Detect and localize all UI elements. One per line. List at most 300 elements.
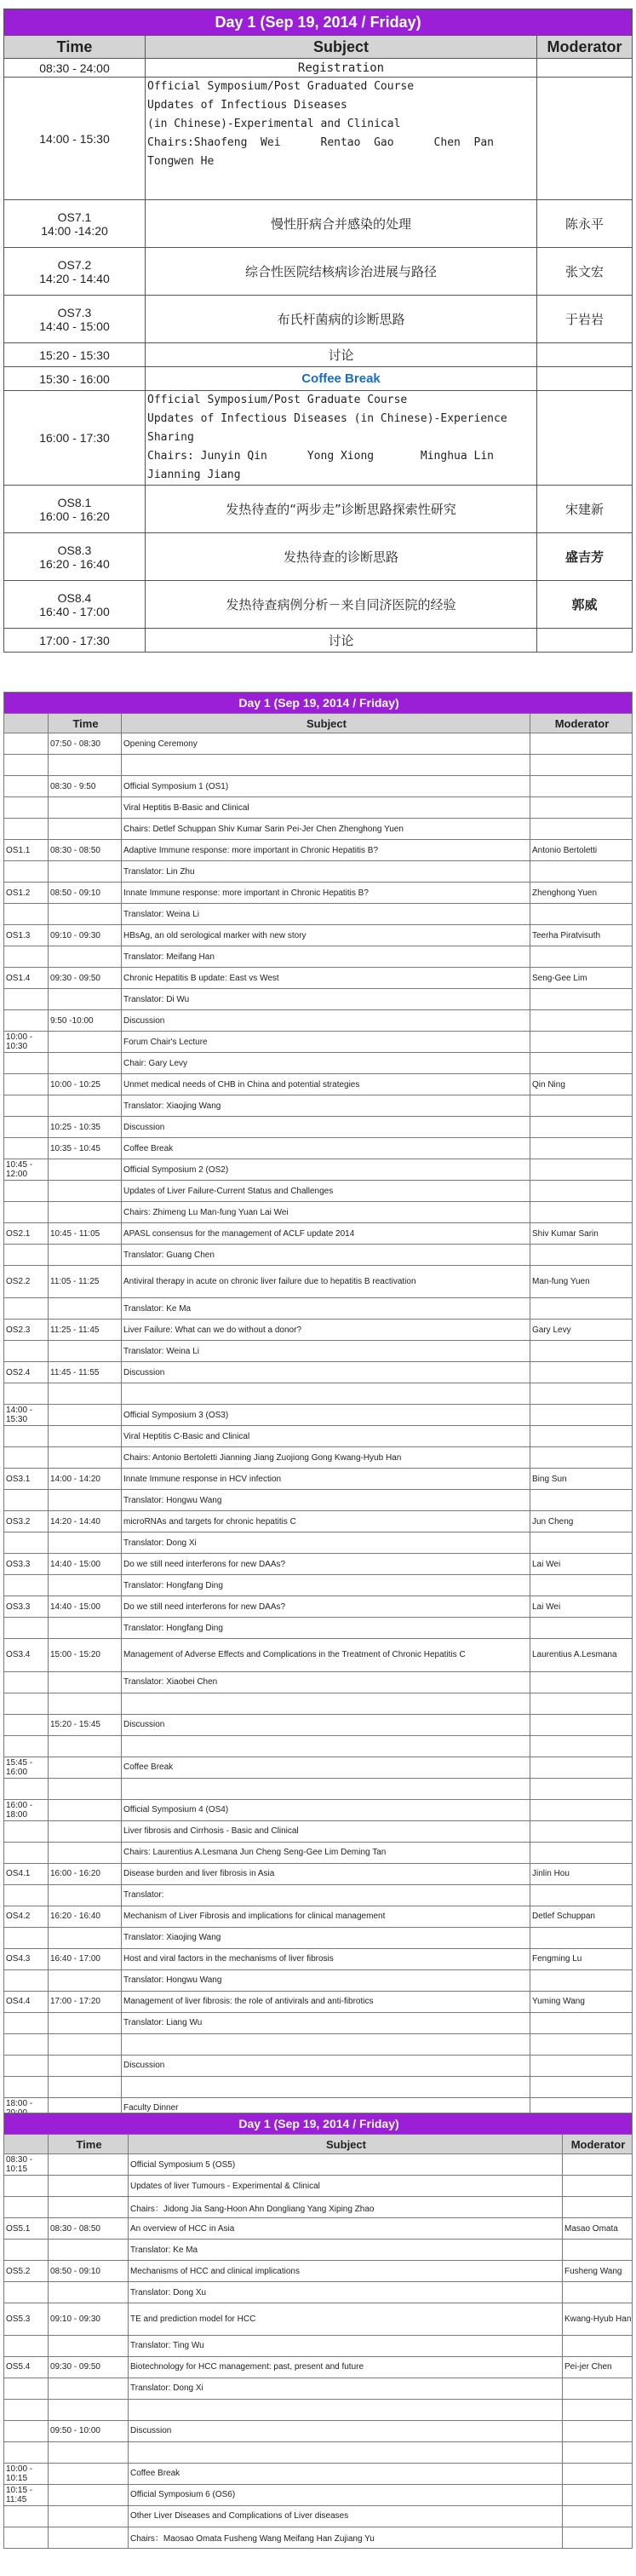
session-subject: Official Symposium 5 (OS5) <box>129 2154 563 2176</box>
session-subject: Coffee Break <box>129 2463 563 2484</box>
table-row <box>4 2055 633 2076</box>
session-code <box>4 2055 49 2076</box>
section-title: Day 1 (Sep 19, 2014 / Friday) <box>4 693 633 714</box>
table-row <box>4 904 633 925</box>
table-row <box>4 1969 633 1991</box>
session-moderator: Man-fung Yuen <box>530 1266 633 1298</box>
session-time <box>49 946 122 968</box>
table-row <box>4 1298 633 1320</box>
session-subject: Translator: <box>122 1884 530 1906</box>
column-header-moderator: Moderator <box>530 714 633 733</box>
table-row <box>4 1490 633 1511</box>
session-time <box>49 2055 122 2076</box>
session-subject: 布氏杆菌病的诊断思路 <box>146 296 537 343</box>
session-subject: Translator: Ke Ma <box>129 2240 563 2261</box>
table-row <box>4 1245 633 1266</box>
session-moderator <box>530 1757 633 1778</box>
session-moderator <box>563 2505 633 2527</box>
table-row <box>4 2378 633 2399</box>
session-moderator <box>530 2033 633 2055</box>
session-moderator <box>530 1927 633 1948</box>
session-moderator <box>530 1405 633 1426</box>
session-subject: Official Symposium 1 (OS1) <box>122 776 530 797</box>
session-time <box>49 2484 129 2505</box>
session-code <box>4 1884 49 1906</box>
session-moderator: 宋建新 <box>537 486 633 533</box>
session-code: OS2.3 <box>4 1320 49 1341</box>
session-time: 09:30 - 09:50 <box>49 2356 129 2378</box>
session-code: OS4.1 <box>4 1863 49 1884</box>
session-code <box>4 1671 49 1693</box>
table-row <box>4 1714 633 1735</box>
session-subject: Antiviral therapy in acute on chronic liver failure due to hepatitis B reactivation <box>122 1266 530 1298</box>
table-row <box>4 1469 633 1490</box>
session-time: 10:35 - 10:45 <box>49 1138 122 1159</box>
session-time <box>49 1671 122 1693</box>
session-code <box>4 1202 49 1223</box>
session-moderator <box>537 59 633 78</box>
table-row <box>4 533 633 581</box>
session-moderator: Fusheng Wang <box>563 2261 633 2282</box>
session-moderator: Jinlin Hou <box>530 1863 633 1884</box>
session-time <box>49 2378 129 2399</box>
column-header-time: Time <box>49 2135 129 2154</box>
session-time: 17:00 - 17:20 <box>49 1991 122 2012</box>
session-moderator <box>530 1341 633 1362</box>
session-time: 14:40 - 15:00 <box>49 1596 122 1618</box>
session-subject: Chairs：Maosao Omata Fusheng Wang Meifang Han Zujiang Yu <box>129 2527 563 2548</box>
session-code <box>4 989 49 1010</box>
session-moderator <box>563 2441 633 2463</box>
session-time: 10:00 - 10:25 <box>49 1074 122 1095</box>
session-time: 09:10 - 09:30 <box>49 925 122 946</box>
session-code <box>4 1383 49 1405</box>
session-subject: Liver Failure: What can we do without a donor? <box>122 1320 530 1341</box>
table-row <box>4 2463 633 2484</box>
table-row <box>4 200 633 248</box>
table-row <box>4 1032 633 1053</box>
table-row <box>4 2335 633 2356</box>
session-subject: Updates of Liver Failure-Current Status and Challenges <box>122 1181 530 1202</box>
session-code <box>4 733 49 755</box>
session-code <box>4 1181 49 1202</box>
session-code: OS1.1 <box>4 840 49 861</box>
session-subject: Do we still need interferons for new DAAs? <box>122 1596 530 1618</box>
session-code <box>4 1927 49 1948</box>
table-row <box>4 1095 633 1117</box>
session-subject: Translator: Dong Xi <box>129 2378 563 2399</box>
session-code <box>4 1735 49 1757</box>
table-row <box>4 1074 633 1095</box>
session-moderator <box>530 861 633 883</box>
session-code <box>4 2176 49 2197</box>
table-row <box>4 1159 633 1181</box>
column-header-moderator: Moderator <box>537 36 633 59</box>
table-row <box>4 367 633 391</box>
session-time <box>49 2012 122 2033</box>
session-subject: Official Symposium 6 (OS6) <box>129 2484 563 2505</box>
schedule-table-liver-tumour-sessions <box>3 2113 633 2549</box>
table-row <box>4 1053 633 1074</box>
session-code <box>4 2240 49 2261</box>
session-moderator: Zhenghong Yuen <box>530 883 633 904</box>
session-moderator <box>537 367 633 391</box>
session-subject <box>122 1383 530 1405</box>
session-subject: Disease burden and liver fibrosis in Asia <box>122 1863 530 1884</box>
session-subject: Faculty Dinner <box>122 2097 530 2119</box>
session-code: 18:00 - <box>4 2097 49 2119</box>
session-time: 15:20 - 15:45 <box>49 1714 122 1735</box>
table-row <box>4 1117 633 1138</box>
session-code: OS2.1 <box>4 1223 49 1245</box>
session-subject: Adaptive Immune response: more important in Chronic Hepatitis B? <box>122 840 530 861</box>
table-row <box>4 1532 633 1554</box>
session-time <box>49 2176 129 2197</box>
session-moderator: Laurentius A.Lesmana <box>530 1639 633 1671</box>
table-row <box>4 1671 633 1693</box>
table-row <box>4 925 633 946</box>
session-code <box>4 2335 49 2356</box>
session-time <box>49 1842 122 1863</box>
session-moderator: Fengming Lu <box>530 1948 633 1969</box>
session-code <box>4 904 49 925</box>
table-row <box>4 248 633 296</box>
session-moderator <box>530 1117 633 1138</box>
session-code <box>4 776 49 797</box>
column-header-session <box>4 714 49 733</box>
session-moderator: 陈永平 <box>537 200 633 248</box>
session-time <box>49 989 122 1010</box>
session-time: 15:30 - 16:00 <box>4 367 146 391</box>
session-moderator <box>563 2399 633 2420</box>
session-time: 14:40 - 15:00 <box>49 1554 122 1575</box>
table-row <box>4 2484 633 2505</box>
session-moderator: 盛吉芳 <box>537 533 633 581</box>
session-time: OS8.1 16:00 - 16:20 <box>4 486 146 533</box>
session-moderator <box>530 1447 633 1469</box>
table-row <box>4 1906 633 1927</box>
table-row <box>4 1820 633 1842</box>
session-moderator <box>530 1735 633 1757</box>
session-time <box>49 1426 122 1447</box>
session-code: OS5.2 <box>4 2261 49 2282</box>
session-subject: Coffee Break <box>122 1757 530 1778</box>
session-time: OS8.3 16:20 - 16:40 <box>4 533 146 581</box>
session-moderator <box>563 2420 633 2441</box>
table-row <box>4 861 633 883</box>
table-row <box>4 2261 633 2282</box>
session-subject: Translator: Guang Chen <box>122 1245 530 1266</box>
session-code <box>4 1245 49 1266</box>
session-moderator: Detlef Schuppan <box>530 1906 633 1927</box>
session-code: 14:00 - 15:30 <box>4 1405 49 1426</box>
session-code <box>4 1095 49 1117</box>
session-moderator <box>530 1884 633 1906</box>
session-subject: Management of Adverse Effects and Complications in the Treatment of Chronic Hepatitis C <box>122 1639 530 1671</box>
table-row <box>4 2197 633 2218</box>
session-code <box>4 1842 49 1863</box>
session-time <box>49 819 122 840</box>
session-moderator <box>537 78 633 200</box>
session-moderator: Gary Levy <box>530 1320 633 1341</box>
session-subject: 发热待查的诊断思路 <box>146 533 537 581</box>
session-moderator <box>563 2282 633 2303</box>
session-time <box>49 2197 129 2218</box>
session-time <box>49 861 122 883</box>
session-subject: 讨论 <box>146 343 537 367</box>
session-moderator <box>530 1138 633 1159</box>
session-time: 16:00 - 17:30 <box>4 391 146 486</box>
table-row <box>4 629 633 653</box>
session-code: OS1.3 <box>4 925 49 946</box>
session-subject: Translator: Xiaojing Wang <box>122 1927 530 1948</box>
session-code: 08:30 - 10:15 <box>4 2154 49 2176</box>
section-title: Day 1 (Sep 19, 2014 / Friday) <box>4 9 633 36</box>
session-subject: Translator: Meifang Han <box>122 946 530 968</box>
session-code <box>4 2527 49 2548</box>
session-time: 09:10 - 09:30 <box>49 2303 129 2336</box>
table-row <box>4 1010 633 1032</box>
session-time <box>49 1245 122 1266</box>
session-time: 07:50 - 08:30 <box>49 733 122 755</box>
session-subject: Discussion <box>122 1010 530 1032</box>
table-row <box>4 1320 633 1341</box>
table-row <box>4 1948 633 1969</box>
table-row <box>4 819 633 840</box>
table-row <box>4 946 633 968</box>
session-moderator <box>530 1799 633 1820</box>
session-time <box>49 2527 129 2548</box>
table-row <box>4 2527 633 2548</box>
session-subject: Official Symposium 2 (OS2) <box>122 1159 530 1181</box>
session-moderator: Antonio Bertoletti <box>530 840 633 861</box>
session-time <box>49 1969 122 1991</box>
session-time <box>49 1298 122 1320</box>
session-moderator <box>537 391 633 486</box>
session-moderator <box>563 2176 633 2197</box>
session-subject: Management of liver fibrosis: the role of antivirals and anti-fibrotics <box>122 1991 530 2012</box>
session-time <box>49 1447 122 1469</box>
table-row <box>4 59 633 78</box>
session-time <box>49 1757 122 1778</box>
session-code <box>4 1969 49 1991</box>
table-row <box>4 2033 633 2055</box>
session-time: 08:30 - 24:00 <box>4 59 146 78</box>
session-subject: Chairs: Zhimeng Lu Man-fung Yuan Lai Wei <box>122 1202 530 1223</box>
session-subject: Chairs：Jidong Jia Sang-Hoon Ahn Dongliang Yang Xiping Zhao <box>129 2197 563 2218</box>
session-subject: Translator: Weina Li <box>122 1341 530 1362</box>
session-time: 11:05 - 11:25 <box>49 1266 122 1298</box>
table-row <box>4 2441 633 2463</box>
session-subject: 发热待查病例分析－来自同济医院的经验 <box>146 581 537 629</box>
session-moderator <box>530 1095 633 1117</box>
session-time: 16:40 - 17:00 <box>49 1948 122 1969</box>
table-row <box>4 2240 633 2261</box>
session-time: 14:20 - 14:40 <box>49 1511 122 1532</box>
session-subject: Translator: Di Wu <box>122 989 530 1010</box>
table-row <box>4 1405 633 1426</box>
column-header-moderator: Moderator <box>563 2135 633 2154</box>
session-subject: Chairs: Laurentius A.Lesmana Jun Cheng Seng-Gee Lim Deming Tan <box>122 1842 530 1863</box>
session-code <box>4 2420 49 2441</box>
session-time <box>49 2441 129 2463</box>
session-moderator <box>530 733 633 755</box>
session-subject: Coffee Break <box>122 1138 530 1159</box>
session-code: 10:00 - 10:30 <box>4 1032 49 1053</box>
session-code <box>4 755 49 776</box>
session-time <box>49 1532 122 1554</box>
session-subject: Mechanism of Liver Fibrosis and implications for clinical management <box>122 1906 530 1927</box>
session-code: 10:15 - 11:45 <box>4 2484 49 2505</box>
table-row <box>4 2505 633 2527</box>
session-time: 08:50 - 09:10 <box>49 2261 129 2282</box>
session-code: OS3.3 <box>4 1554 49 1575</box>
session-subject: Registration <box>146 59 537 78</box>
table-row <box>4 1266 633 1298</box>
session-moderator <box>563 2378 633 2399</box>
session-moderator: Qin Ning <box>530 1074 633 1095</box>
session-code <box>4 1341 49 1362</box>
session-code <box>4 819 49 840</box>
session-time <box>49 2399 129 2420</box>
table-row <box>4 1362 633 1383</box>
session-subject: Mechanisms of HCC and clinical implications <box>129 2261 563 2282</box>
session-code <box>4 1778 49 1799</box>
session-time <box>49 1159 122 1181</box>
table-row <box>4 968 633 989</box>
column-header-subject: Subject <box>146 36 537 59</box>
session-code <box>4 1532 49 1554</box>
table-row <box>4 2303 633 2336</box>
session-subject <box>122 1693 530 1714</box>
session-moderator <box>530 1245 633 1266</box>
session-time: 17:00 - 17:30 <box>4 629 146 653</box>
session-time <box>49 755 122 776</box>
session-moderator: 张文宏 <box>537 248 633 296</box>
column-header-time: Time <box>49 714 122 733</box>
session-subject: Viral Heptitis C-Basic and Clinical <box>122 1426 530 1447</box>
session-moderator: Bing Sun <box>530 1469 633 1490</box>
session-code <box>4 1447 49 1469</box>
session-time: 9:50 -10:00 <box>49 1010 122 1032</box>
session-code: OS3.4 <box>4 1639 49 1671</box>
session-code <box>4 2441 49 2463</box>
session-moderator: Kwang-Hyub Han <box>563 2303 633 2336</box>
session-code: OS3.2 <box>4 1511 49 1532</box>
session-moderator <box>563 2484 633 2505</box>
session-moderator <box>537 343 633 367</box>
session-subject <box>122 1735 530 1757</box>
session-subject: Updates of liver Tumours - Experimental & Clinical <box>129 2176 563 2197</box>
session-subject: Official Symposium/Post Graduated Course Updates of Infectious Diseases (in Chinese)-Experimental and Clinical Chairs:Shaofeng Wei Rentao Gao Chen Pan Tongwen He <box>146 78 537 200</box>
session-subject: Discussion <box>122 2055 530 2076</box>
session-code: 10:45 - 12:00 <box>4 1159 49 1181</box>
session-time <box>49 1341 122 1362</box>
session-moderator <box>537 629 633 653</box>
session-subject: APASL consensus for the management of ACLF update 2014 <box>122 1223 530 1245</box>
session-moderator: Masao Omata <box>563 2218 633 2240</box>
session-subject: Translator: Xiaojing Wang <box>122 1095 530 1117</box>
session-time: 16:20 - 16:40 <box>49 1906 122 1927</box>
table-row <box>4 1778 633 1799</box>
session-moderator <box>530 1298 633 1320</box>
session-time: OS8.4 16:40 - 17:00 <box>4 581 146 629</box>
table-row <box>4 1138 633 1159</box>
session-code <box>4 1693 49 1714</box>
session-time: 10:25 - 10:35 <box>49 1117 122 1138</box>
session-moderator <box>530 1714 633 1735</box>
session-moderator <box>530 1181 633 1202</box>
session-code: 10:00 - 10:15 <box>4 2463 49 2484</box>
column-header-session <box>4 2135 49 2154</box>
session-moderator <box>530 1490 633 1511</box>
session-subject <box>129 2399 563 2420</box>
session-moderator <box>530 1820 633 1842</box>
session-subject: Official Symposium 4 (OS4) <box>122 1799 530 1820</box>
table-row <box>4 1799 633 1820</box>
session-code <box>4 1298 49 1320</box>
table-row <box>4 1554 633 1575</box>
session-time: 16:00 - 16:20 <box>49 1863 122 1884</box>
session-moderator <box>530 1693 633 1714</box>
session-subject <box>122 2076 530 2097</box>
session-moderator <box>530 776 633 797</box>
table-row <box>4 776 633 797</box>
session-moderator: Lai Wei <box>530 1554 633 1575</box>
session-subject: Discussion <box>129 2420 563 2441</box>
session-moderator: 于岩岩 <box>537 296 633 343</box>
session-time: 15:20 - 15:30 <box>4 343 146 367</box>
session-code <box>4 1618 49 1639</box>
session-moderator <box>530 1202 633 1223</box>
table-row <box>4 2154 633 2176</box>
session-code: OS4.2 <box>4 1906 49 1927</box>
section-title: Day 1 (Sep 19, 2014 / Friday) <box>4 2113 633 2135</box>
session-subject: Discussion <box>122 1117 530 1138</box>
table-row <box>4 1575 633 1596</box>
session-subject: Translator: Hongwu Wang <box>122 1969 530 1991</box>
session-code <box>4 1714 49 1735</box>
session-moderator: Lai Wei <box>530 1596 633 1618</box>
session-moderator: Yuming Wang <box>530 1991 633 2012</box>
session-time <box>49 1618 122 1639</box>
session-time <box>49 2335 129 2356</box>
session-time: 08:30 - 08:50 <box>49 2218 129 2240</box>
table-row <box>4 1341 633 1362</box>
session-time <box>49 1032 122 1053</box>
session-subject: Biotechnology for HCC management: past, present and future <box>129 2356 563 2378</box>
table-row <box>4 883 633 904</box>
table-row <box>4 755 633 776</box>
session-subject: Forum Chair's Lecture <box>122 1032 530 1053</box>
column-header-subject: Subject <box>129 2135 563 2154</box>
session-subject: Innate Immune response: more important in Chronic Hepatitis B? <box>122 883 530 904</box>
session-code: OS3.1 <box>4 1469 49 1490</box>
session-subject: Chairs: Detlef Schuppan Shiv Kumar Sarin Pei-Jer Chen Zhenghong Yuen <box>122 819 530 840</box>
session-moderator: Teerha Piratvisuth <box>530 925 633 946</box>
session-time: 09:50 - 10:00 <box>49 2420 129 2441</box>
session-time: OS7.1 14:00 -14:20 <box>4 200 146 248</box>
session-subject: Translator: Ke Ma <box>122 1298 530 1320</box>
session-time <box>49 2463 129 2484</box>
session-time <box>49 2505 129 2527</box>
session-time: 08:30 - 9:50 <box>49 776 122 797</box>
session-time <box>49 1820 122 1842</box>
session-moderator <box>530 1778 633 1799</box>
table-row <box>4 1757 633 1778</box>
session-subject: Innate Immune response in HCV infection <box>122 1469 530 1490</box>
session-moderator <box>530 1532 633 1554</box>
